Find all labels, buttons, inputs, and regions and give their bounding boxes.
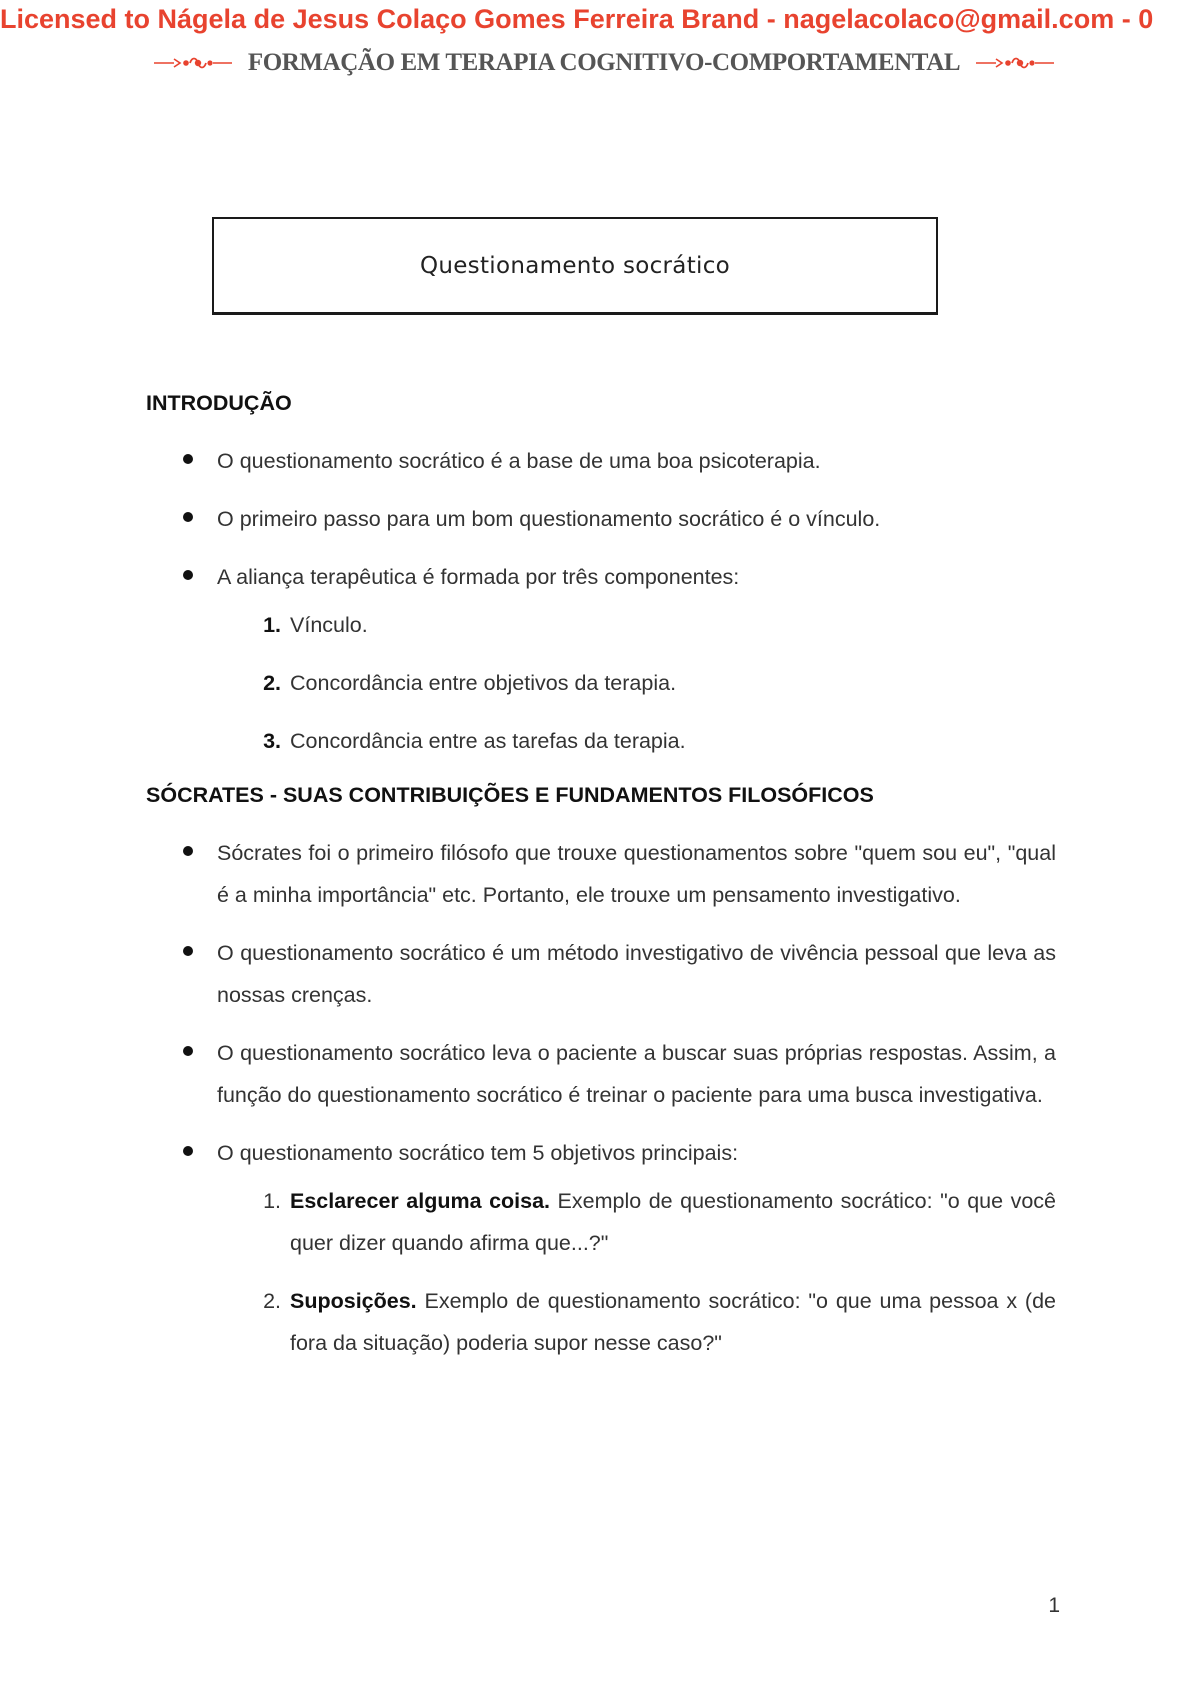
bullet-icon <box>183 512 193 522</box>
bullet-text: O primeiro passo para um bom questionamento socrático é o vínculo. <box>217 507 881 531</box>
list-item <box>146 498 1056 540</box>
bullet-text: O questionamento socrático tem 5 objetivos principais: <box>217 1141 739 1165</box>
socrates-bullet-list <box>146 832 1056 1364</box>
component-text: Vínculo. <box>290 613 368 637</box>
list-item <box>146 832 1056 916</box>
component-text: Concordância entre objetivos da terapia. <box>290 671 677 695</box>
component-text: Concordância entre as tarefas da terapia. <box>290 729 686 753</box>
page-number: 1 <box>1048 1594 1060 1617</box>
right-ornament-icon <box>974 53 1056 73</box>
bullet-icon <box>183 946 193 956</box>
bullet-text: Sócrates foi o primeiro filósofo que trouxe questionamentos sobre "quem sou eu", "qual é a minha importância" etc. Portanto, ele trouxe um pensamento investigativo. <box>217 841 1056 907</box>
document-title: Questionamento socrático <box>419 252 731 279</box>
left-ornament-icon <box>152 53 234 73</box>
bullet-text: A aliança terapêutica é formada por três componentes: <box>217 565 740 589</box>
list-item <box>146 1032 1056 1116</box>
list-item <box>217 1180 1056 1264</box>
course-header <box>148 46 1060 80</box>
alliance-components-list <box>217 604 1056 762</box>
list-number: 3. <box>263 729 281 753</box>
section-heading-introducao: INTRODUÇÃO <box>146 391 292 415</box>
list-item <box>146 440 1056 482</box>
bullet-text: O questionamento socrático é a base de uma boa psicoterapia. <box>217 449 821 473</box>
list-item <box>217 662 1056 704</box>
objectives-list <box>217 1180 1056 1364</box>
objective-example: Exemplo de questionamento socrático: "o que você quer dizer quando afirma que...?" <box>290 1189 1056 1255</box>
list-number: 1. <box>263 613 281 637</box>
list-item <box>146 1132 1056 1364</box>
bullet-icon <box>183 1046 193 1056</box>
bullet-text: O questionamento socrático leva o paciente a buscar suas próprias respostas. Assim, a função do questionamento socrático é treinar o paciente para uma busca investigativa. <box>217 1041 1056 1107</box>
bullet-text: O questionamento socrático é um método investigativo de vivência pessoal que leva as nossas crenças. <box>217 941 1056 1007</box>
bullet-icon <box>183 454 193 464</box>
intro-bullet-list <box>146 440 1056 762</box>
bullet-icon <box>183 1146 193 1156</box>
bullet-icon <box>183 846 193 856</box>
list-number: 2. <box>263 1289 281 1313</box>
list-number: 2. <box>263 671 281 695</box>
section-heading-socrates: SÓCRATES - SUAS CONTRIBUIÇÕES E FUNDAMENTOS FILOSÓFICOS <box>146 783 874 807</box>
objective-example: Exemplo de questionamento socrático: "o que uma pessoa x (de fora da situação) poderia supor nesse caso?" <box>290 1289 1056 1355</box>
list-item <box>217 604 1056 646</box>
document-title-box <box>212 217 938 315</box>
license-banner: Licensed to Nágela de Jesus Colaço Gomes Ferreira Brand - nagelacolaco@gmail.com - 0 <box>0 4 1154 34</box>
objective-title: Suposições. <box>290 1289 417 1313</box>
list-item <box>146 556 1056 762</box>
list-item <box>217 720 1056 762</box>
list-item <box>217 1280 1056 1364</box>
course-header-title: FORMAÇÃO EM TERAPIA COGNITIVO-COMPORTAMENTAL <box>247 49 961 76</box>
objective-title: Esclarecer alguma coisa. <box>290 1189 551 1213</box>
objective-text <box>290 1180 1056 1264</box>
objective-text <box>290 1280 1056 1364</box>
list-item <box>146 932 1056 1016</box>
list-number: 1. <box>263 1189 281 1213</box>
document-body <box>146 386 1056 1380</box>
bullet-icon <box>183 570 193 580</box>
